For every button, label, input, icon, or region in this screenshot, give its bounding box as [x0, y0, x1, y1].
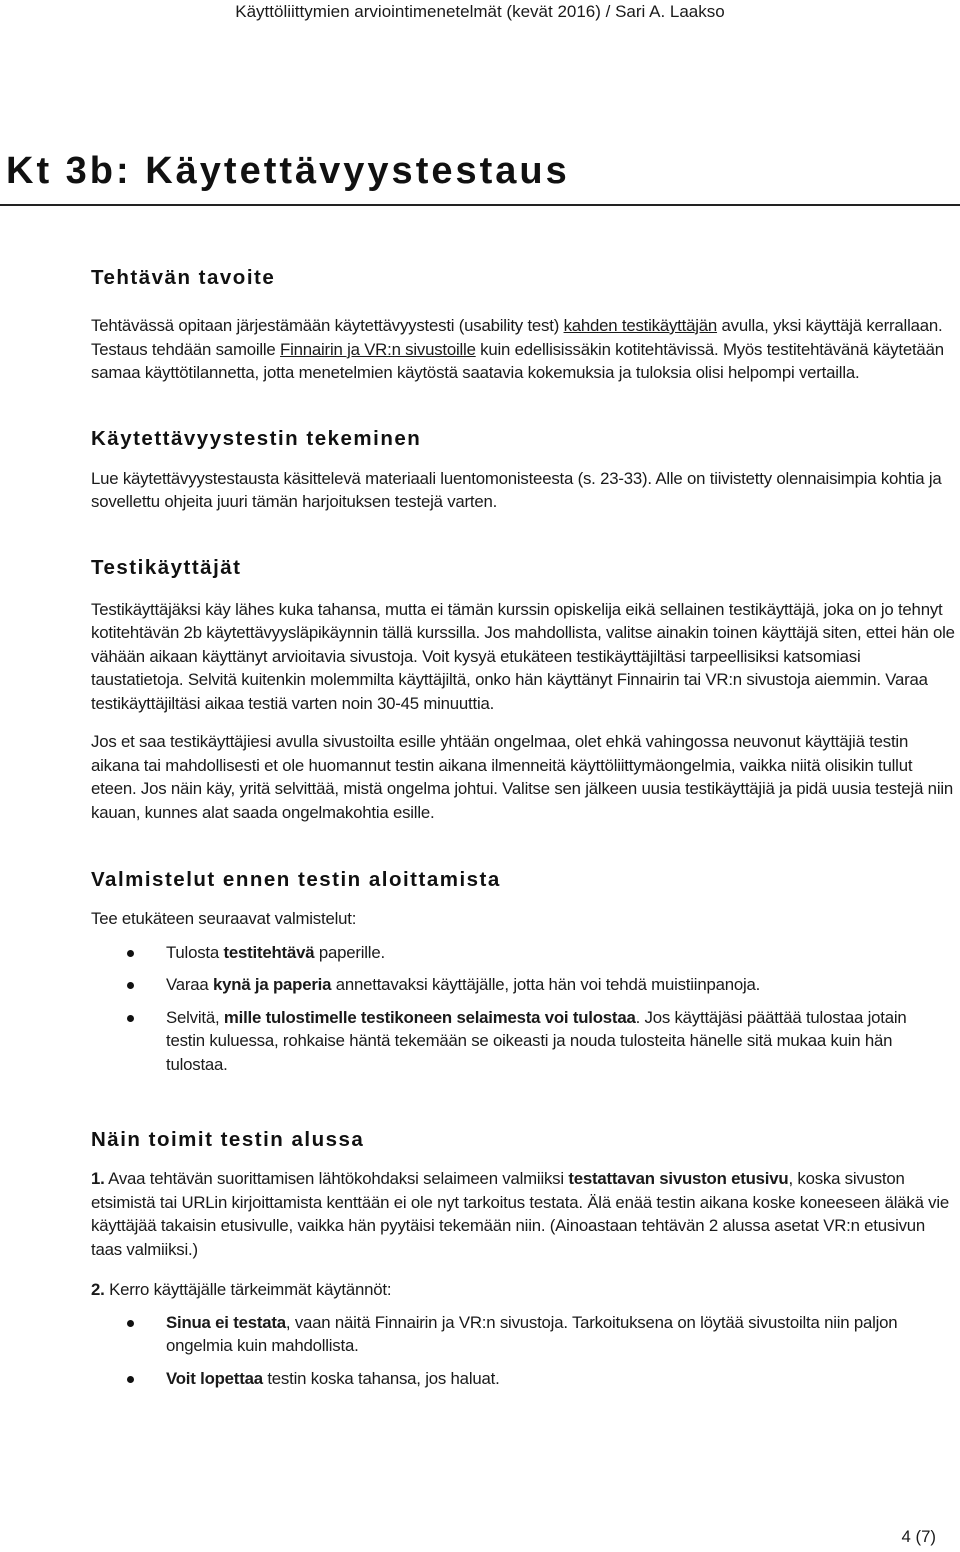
testers-paragraph-2: Jos et saa testikäyttäjiesi avulla sivustoilta esille yhtään ongelmaa, olet ehkä vahingossa neuvonut käyttäjiä testin aikana tai mahdollisesti et ole huomannut testin aikana ilmenneitä käyttöliittymäongelmia, vaikka niitä olisikin tullut eteen. Jos näin käy, yritä selvittää, mistä ongelma johtui. Valitse sen jälkeen uusia testikäyttäjiä ja pidä uusia testejä niin kauan, kunnes alat saada ongelmakohtia esille. — [91, 732, 954, 822]
bullet-icon — [127, 1320, 134, 1327]
testers-paragraph-1: Testikäyttäjäksi käy lähes kuka tahansa, mutta ei tämän kurssin opiskelija eikä sellainen testikäyttäjä, joka on jo tehnyt kotitehtävän 2b käytettävyysläpikäynnin tällä kurssilla. Jos mahdollista, valitse ainakin toinen käyttäjä siten, ettei hän ole vähään aikaan käyttänyt arvioitavia sivustoja. Voit kysyä etukäteen testikäyttäjiltäsi tarpeellisiksi katsomiasi taustatietoja. Selvitä kuitenkin molemmilta käyttäjiltä, onko hän käyttänyt Finnairin tai VR:n sivustoja aiemmin. Varaa testikäyttäjiltäsi aikaa testiä varten noin 30-45 minuuttia. — [91, 599, 955, 713]
page-title: Kt 3b: Käytettävyystestaus — [6, 150, 570, 192]
list-item: Tulosta testitehtävä paperille. — [0, 941, 957, 965]
preparations-intro: Tee etukäteen seuraavat valmistelut: — [91, 909, 357, 928]
start-step-1: 1. Avaa tehtävän suorittamisen lähtökohdaksi selaimeen valmiiksi testattavan sivuston etusivu, koska sivuston etsimistä tai URLin kirjoittamista kenttään ei ole nyt tarkoitus testata. Älä enää testin aikana koske koneeseen äläkä vie käyttäjää takaisin etusivulle, vaikka hän pyytäisi tekemään niin. (Ainoastaan tehtävän 2 alussa asetat VR:n etusivun taas valmiiksi.) — [91, 1169, 950, 1259]
underlined-two-testers: kahden testikäyttäjän — [563, 316, 718, 335]
running-header: Käyttöliittymien arviointimenetelmät (kevät 2016) / Sari A. Laakso — [235, 2, 725, 21]
section-heading-start: Näin toimit testin alussa — [91, 1128, 365, 1151]
bullet-icon — [127, 1376, 134, 1383]
list-item: Selvitä, mille tulostimelle testikoneen selaimesta voi tulostaa. Jos käyttäjäsi päättää tulostaa jotain testin kuluessa, rohkaise häntä tekemään se oikeasti ja nouda tulosteita hänelle sitä mukaa kuin hän tulostaa. — [0, 1006, 957, 1077]
making-paragraph: Lue käytettävyystestausta käsittelevä materiaali luentomonisteesta (s. 23-33). Alle on tiivistetty olennaisimpia kohtia ja sovellettu ohjeita juuri tämän harjoituksen testejä varten. — [91, 468, 942, 511]
page-number: 4 (7) — [901, 1527, 936, 1546]
bullet-icon — [127, 1015, 134, 1022]
preparations-list — [91, 941, 957, 1077]
section-heading-testers: Testikäyttäjät — [91, 555, 242, 579]
list-item: Varaa kynä ja paperia annettavaksi käyttäjälle, jotta hän voi tehdä muistiinpanoja. — [0, 973, 957, 997]
section-heading-goal: Tehtävän tavoite — [91, 266, 276, 289]
section-heading-making: Käytettävyystestin tekeminen — [91, 426, 422, 450]
goal-paragraph: Tehtävässä opitaan järjestämään käytettävyystesti (usability test) kahden testikäyttäjän avulla, yksi käyttäjä kerrallaan. Testaus tehdään samoille Finnairin ja VR:n sivustoille kuin edellisissäkin kotitehtävissä. Myös testitehtävänä käytetään samaa käyttötilannetta, jotta menetelmien käytöstä saatavia kokemuksia ja tuloksia olisi helpompi vertailla. — [91, 316, 944, 382]
title-rule — [0, 204, 960, 206]
bullet-icon — [127, 950, 134, 957]
document-body — [91, 264, 957, 1390]
underlined-sites: Finnairin ja VR:n sivustoille — [280, 339, 476, 359]
section-heading-preparations: Valmistelut ennen testin aloittamista — [91, 868, 501, 891]
start-practices-list — [91, 1311, 957, 1391]
start-step-2: 2. Kerro käyttäjälle tärkeimmät käytännöt: — [91, 1280, 392, 1299]
list-item: Sinua ei testata, vaan näitä Finnairin ja VR:n sivustoja. Tarkoituksena on löytää sivustoilta niin paljon ongelmia kuin mahdollista. — [0, 1311, 957, 1358]
list-item: Voit lopettaa testin koska tahansa, jos haluat. — [0, 1367, 957, 1391]
bullet-icon — [127, 982, 134, 989]
